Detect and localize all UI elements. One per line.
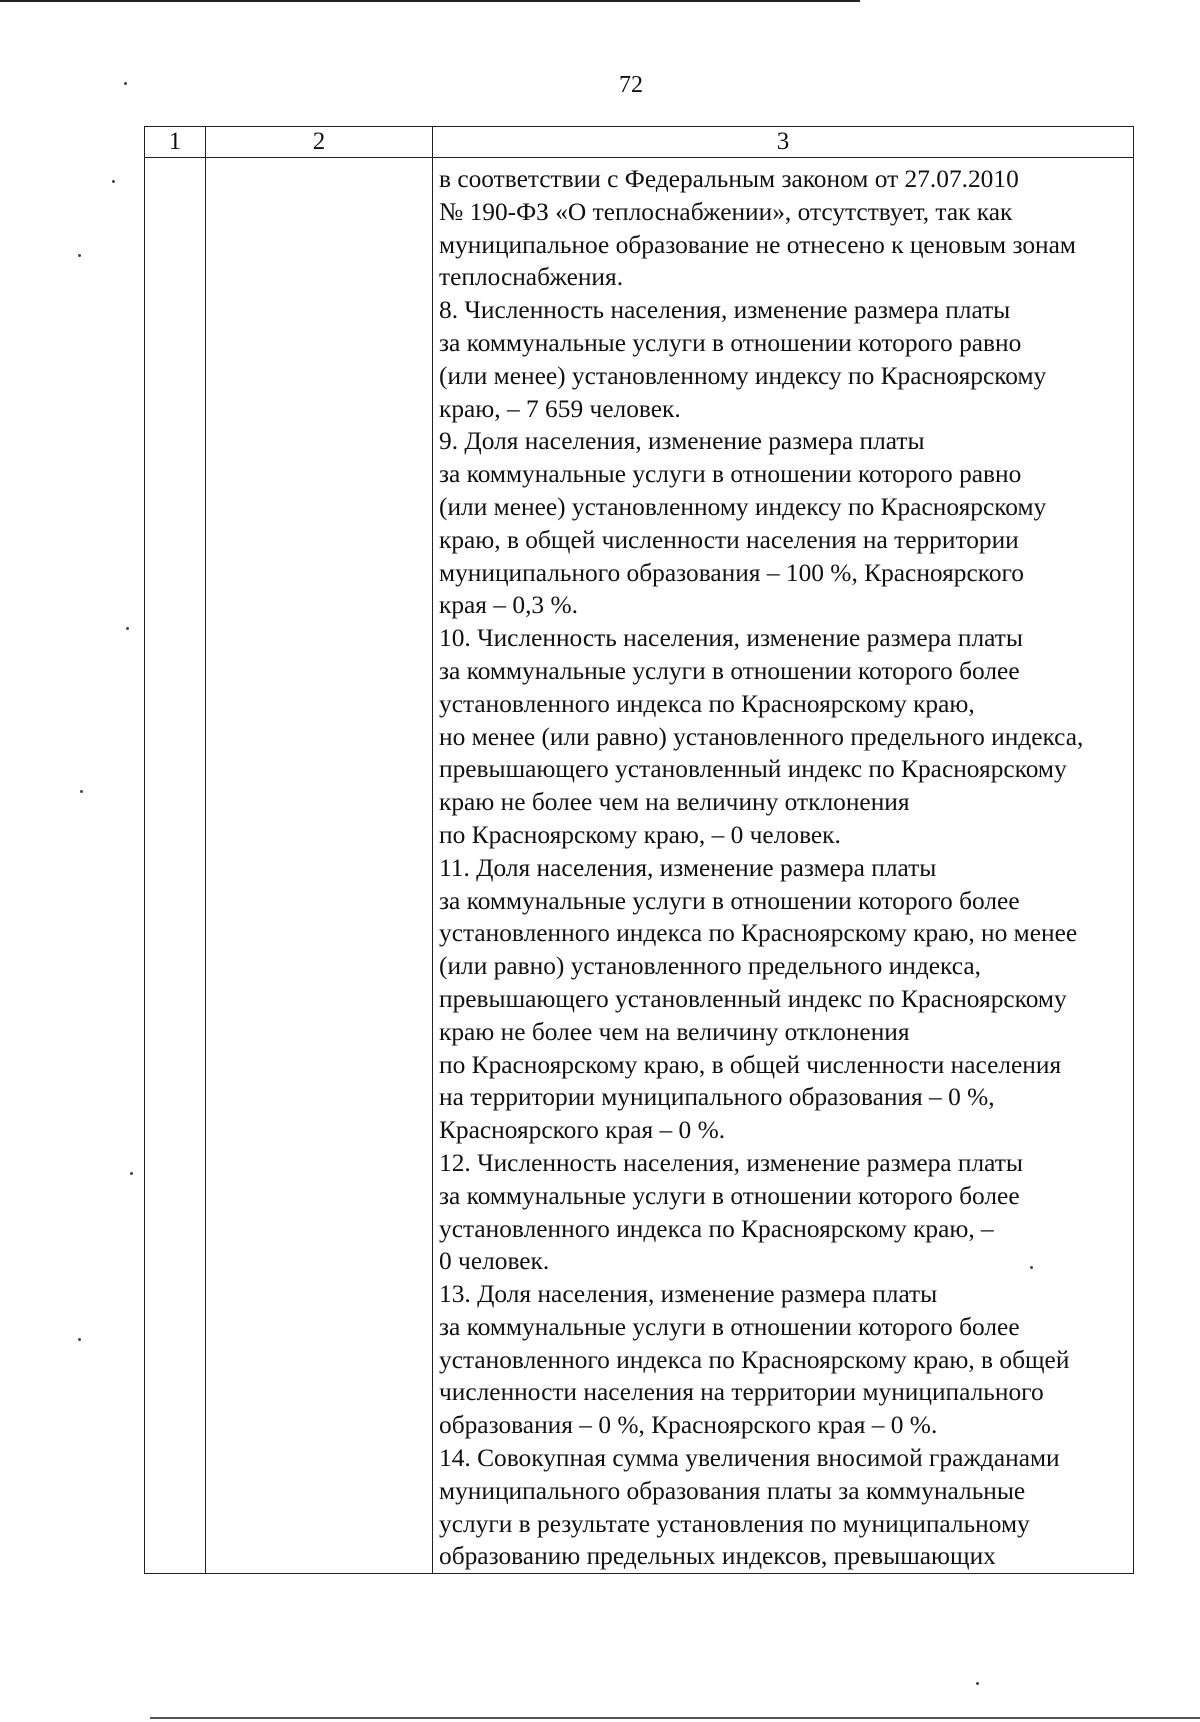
text-line: краю, – 7 659 человек. [439, 394, 681, 423]
text-line: 13. Доля населения, изменение размера платы [439, 1280, 938, 1309]
column-2-cell [206, 158, 433, 1574]
text-line: 12. Численность населения, изменение размера платы [439, 1148, 1023, 1177]
text-line: (или равно) установленного предельного индекса, [439, 952, 981, 981]
text-line: муниципальное образование не отнесено к ценовым зонам [439, 230, 1076, 259]
scan-speck [126, 627, 129, 630]
text-line: численности населения на территории муниципального [439, 1378, 1044, 1407]
text-line: 10. Численность населения, изменение размера платы [439, 624, 1023, 653]
scan-speck [130, 1172, 133, 1175]
text-line: установленного индекса по Красноярскому краю, – [439, 1214, 994, 1243]
text-line: 0 человек. [439, 1247, 550, 1276]
scan-top-edge-line [0, 0, 860, 2]
column-3-cell [433, 158, 1134, 1574]
text-line: теплоснабжения. [439, 263, 624, 292]
text-line: образования – 0 %, Красноярского края – 0 %. [439, 1411, 938, 1440]
text-line: но менее (или равно) установленного предельного индекса, [439, 722, 1084, 751]
text-line: краю, в общей численности населения на территории [439, 525, 1019, 554]
text-line: краю не более чем на величину отклонения [439, 788, 910, 817]
text-line: на территории муниципального образования – 0 %, [439, 1083, 995, 1112]
text-line: края – 0,3 %. [439, 591, 578, 620]
table-header-row [145, 127, 1134, 158]
scan-speck [80, 790, 83, 793]
text-line: по Красноярскому краю, в общей численности населения [439, 1050, 1062, 1079]
column-header-1: 1 [145, 127, 206, 158]
text-line: (или менее) установленному индексу по Красноярскому [439, 492, 1047, 521]
text-line: 8. Численность населения, изменение размера платы [439, 296, 1011, 325]
scan-speck [1030, 1266, 1033, 1269]
text-line: муниципального образования платы за коммунальные [439, 1476, 1026, 1505]
scan-speck [112, 180, 115, 183]
page-number: 72 [619, 72, 643, 98]
column-header-2: 2 [206, 127, 433, 158]
text-line: превышающего установленный индекс по Красноярскому [439, 755, 1067, 784]
text-line: услуги в результате установления по муниципальному [439, 1509, 1030, 1538]
text-line: за коммунальные услуги в отношении которого равно [439, 328, 1022, 357]
text-line: превышающего установленный индекс по Красноярскому [439, 984, 1067, 1013]
text-line: установленного индекса по Красноярскому краю, [439, 689, 975, 718]
text-line: за коммунальные услуги в отношении которого более [439, 886, 1020, 915]
text-line: за коммунальные услуги в отношении которого более [439, 1312, 1020, 1341]
text-line: 9. Доля населения, изменение размера платы [439, 427, 925, 456]
text-line: (или менее) установленному индексу по Красноярскому [439, 361, 1047, 390]
text-line: № 190-ФЗ «О теплоснабжении», отсутствует, так как [439, 197, 1013, 226]
text-line: за коммунальные услуги в отношении которого равно [439, 460, 1022, 489]
document-table [144, 126, 1134, 1574]
scan-speck [78, 254, 81, 257]
table-body-row [145, 158, 1134, 1574]
text-line: за коммунальные услуги в отношении которого более [439, 1181, 1020, 1210]
text-line: краю не более чем на величину отклонения [439, 1017, 910, 1046]
text-line: Красноярского края – 0 %. [439, 1116, 726, 1145]
text-line: 11. Доля населения, изменение размера платы [439, 853, 937, 882]
scan-speck [78, 1338, 81, 1341]
text-line: установленного индекса по Красноярскому краю, но менее [439, 919, 1078, 948]
text-line: в соответствии с Федеральным законом от 27.07.2010 [439, 165, 1019, 193]
column-header-3: 3 [433, 127, 1134, 158]
column-1-cell [145, 158, 206, 1574]
text-line: за коммунальные услуги в отношении которого более [439, 656, 1020, 685]
text-line: установленного индекса по Красноярскому краю, в общей [439, 1345, 1070, 1374]
scan-bottom-edge-line [150, 1717, 1200, 1719]
text-line: образованию предельных индексов, превышающих [439, 1542, 996, 1571]
column-3-text [433, 158, 1133, 1573]
scan-speck [976, 1682, 979, 1685]
scan-speck [124, 82, 127, 85]
text-line: 14. Совокупная сумма увеличения вносимой гражданами [439, 1444, 1060, 1473]
text-line: по Красноярскому краю, – 0 человек. [439, 820, 841, 849]
text-line: муниципального образования – 100 %, Красноярского [439, 558, 1024, 587]
